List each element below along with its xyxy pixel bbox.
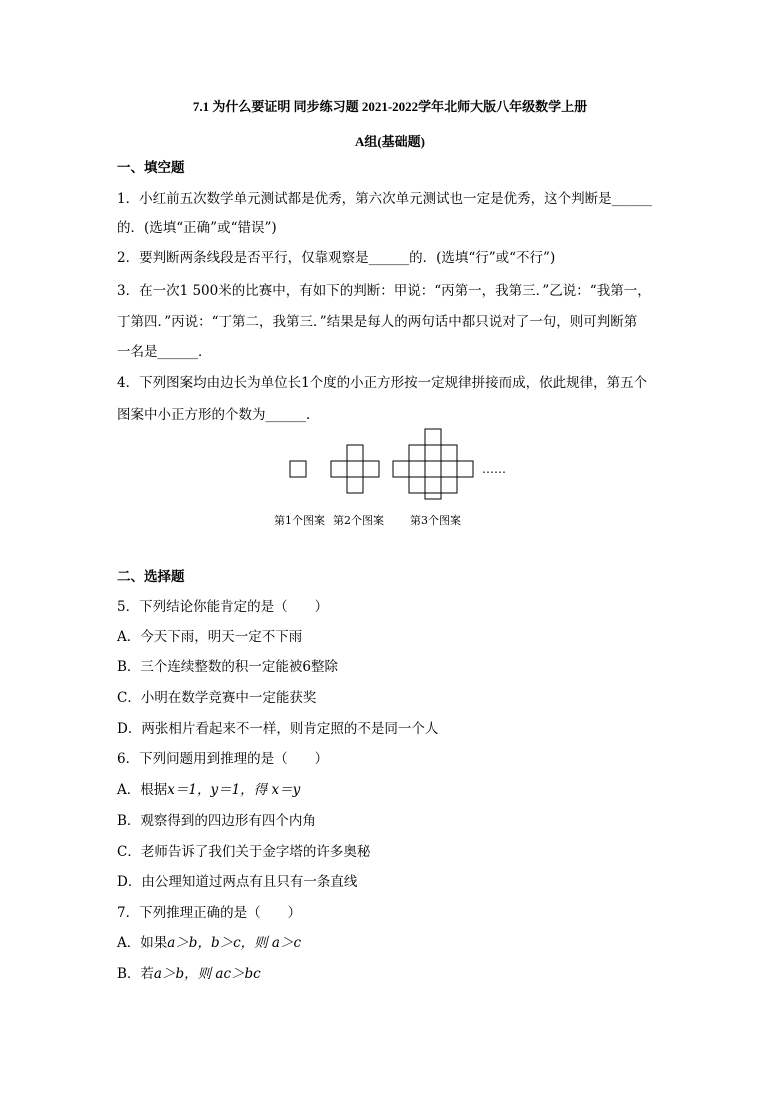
question-1-line-2: 的．(选填“正确”或“错误”) (117, 220, 277, 236)
question-2: 2．要判断两条线段是否平行，仅靠观察是______的．(选填“行”或“不行”) (117, 250, 556, 266)
pattern-3-square (441, 461, 457, 477)
pattern-3-square (425, 429, 441, 445)
section-fill-in: 一、填空题 (117, 160, 185, 176)
section-choice: 二、选择题 (117, 569, 185, 585)
question-4-line-2: 图案中小正方形的个数为______． (117, 407, 320, 423)
question-3-line-2: 丁第四．”丙说：“丁第二，我第三．”结果是每人的两句话中都只说对了一句，则可判断第 (117, 314, 638, 330)
question-6-option-a (117, 780, 663, 800)
question-6-option-b: B．观察得到的四边形有四个内角 (117, 813, 316, 829)
pattern-3-square (409, 477, 425, 493)
question-5-option-a: A．今天下雨，明天一定不下雨 (117, 629, 303, 645)
pattern-3-square (409, 445, 425, 461)
question-6-option-a-math: x＝1，y＝1，得 x＝y (167, 782, 301, 798)
question-3-line-1: 3．在一次1 500米的比赛中，有如下的判断：甲说：“丙第一，我第三．”乙说：“我第一， (117, 283, 651, 299)
question-7-option-b-prefix: B．若 (117, 966, 154, 982)
pattern-3-square (441, 477, 457, 493)
question-7-option-b-math: a＞b，则 ac＞bc (153, 966, 261, 982)
pattern-3-square (425, 477, 441, 493)
pattern-2-square (347, 477, 363, 493)
question-6: 6．下列问题用到推理的是（ ） (117, 751, 329, 767)
question-7-option-a-math: a＞b，b＞c，则 a＞c (167, 935, 302, 951)
pattern-3-square (441, 445, 457, 461)
pattern-3-square (425, 493, 441, 499)
question-5-option-d: D．两张相片看起来不一样，则肯定照的不是同一个人 (117, 721, 439, 737)
question-7-option-b (117, 964, 663, 984)
pattern-3-square (409, 461, 425, 477)
question-5-option-c: C．小明在数学竞赛中一定能获奖 (117, 690, 317, 706)
question-5-option-b: B．三个连续整数的积一定能被6整除 (117, 659, 339, 675)
pattern-2-square (347, 445, 363, 461)
question-4-line-1: 4．下列图案均由边长为单位长1个度的小正方形按一定规律拼接而成，依此规律，第五个 (117, 375, 648, 391)
pattern-caption-3: 第3个图案 (410, 514, 461, 527)
pattern-2 (331, 445, 379, 493)
pattern-caption-2: 第2个图案 (333, 514, 384, 527)
question-1-line-1: 1．小红前五次数学单元测试都是优秀，第六次单元测试也一定是优秀，这个判断是______ (117, 191, 653, 207)
question-7-option-a-prefix: A．如果 (117, 935, 168, 951)
question-6-option-c: C．老师告诉了我们关于金字塔的许多奥秘 (117, 844, 371, 860)
pattern-3 (393, 429, 473, 499)
pattern-3-square (393, 461, 409, 477)
question-7-option-a (117, 933, 663, 953)
document-title: 7.1 为什么要证明 同步练习题 2021-2022学年北师大版八年级数学上册 (192, 99, 588, 114)
question-7: 7．下列推理正确的是（ ） (117, 905, 302, 921)
question-6-option-a-prefix: A．根据 (117, 782, 168, 798)
question-6-option-d: D．由公理知道过两点有且只有一条直线 (117, 874, 358, 890)
pattern-3-square (425, 461, 441, 477)
question-3-line-3: 一名是______． (117, 344, 212, 360)
pattern-caption-1: 第1个图案 (274, 514, 325, 527)
pattern-3-square (425, 445, 441, 461)
pattern-ellipsis: …… (482, 462, 506, 476)
pattern-2-square (363, 461, 379, 477)
pattern-3-square (457, 461, 473, 477)
question-5: 5．下列结论你能肯定的是（ ） (117, 599, 329, 615)
pattern-1-square (290, 461, 306, 477)
document-subtitle: A组(基础题) (354, 134, 426, 149)
pattern-2-square (347, 461, 363, 477)
pattern-2-square (331, 461, 347, 477)
